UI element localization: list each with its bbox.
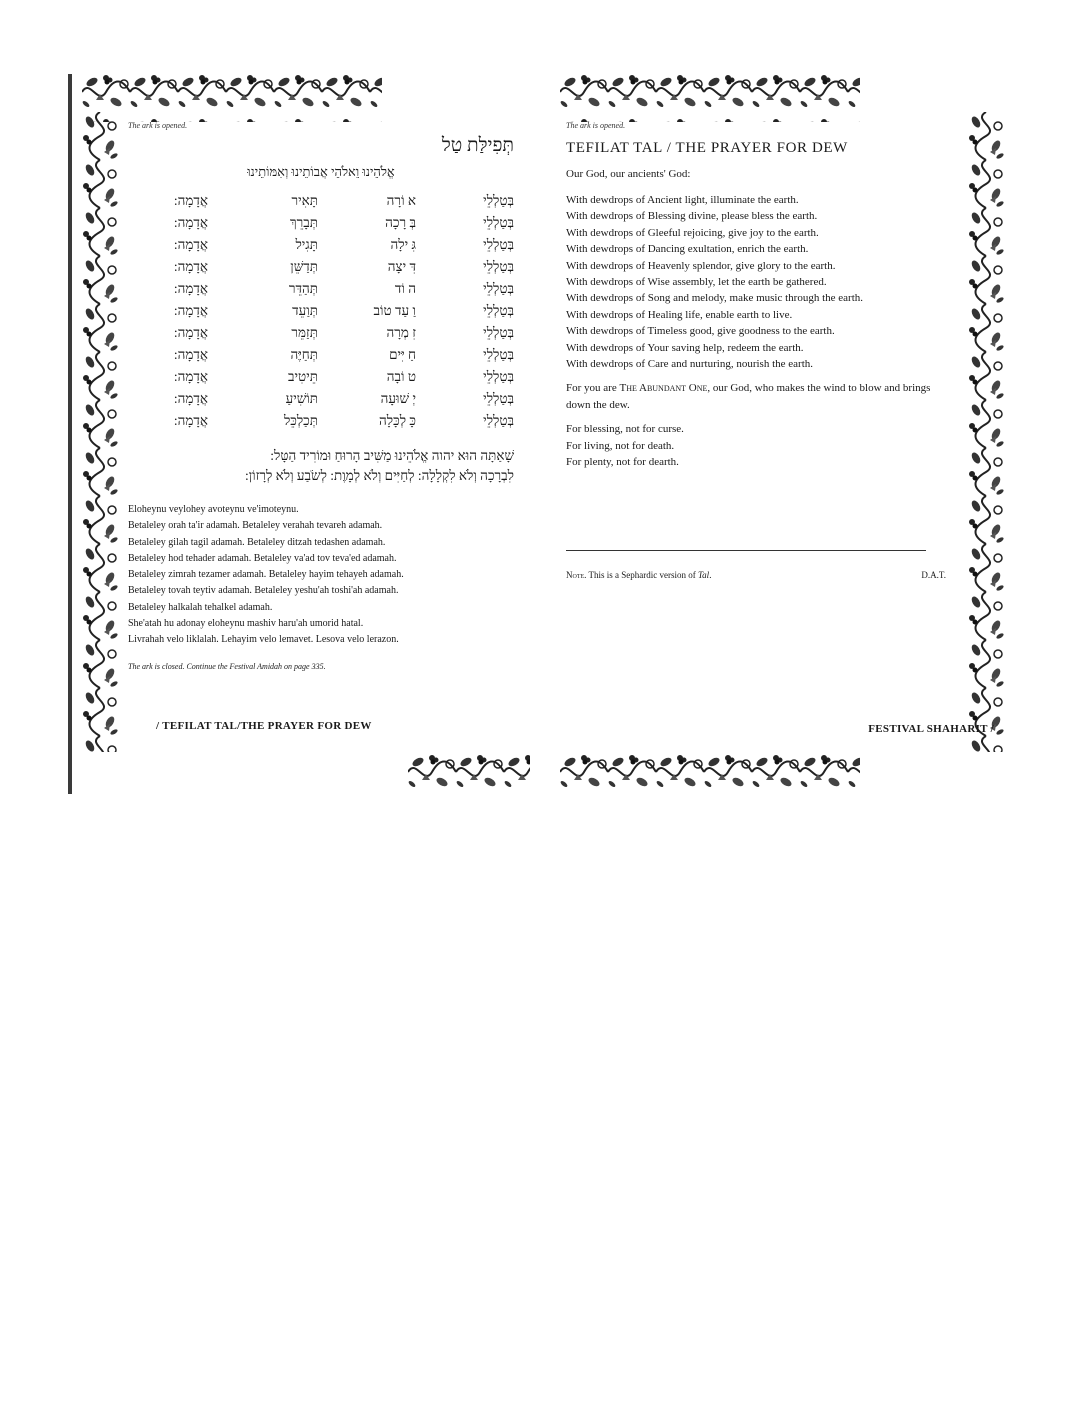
rubric-ark-opened: The ark is opened. xyxy=(566,121,626,130)
floral-border-left xyxy=(78,112,124,752)
note-label: Note. xyxy=(566,570,587,580)
transliteration-line: Betaleley orah ta'ir adamah. Betaleley verahah tevareh adamah. xyxy=(128,520,383,532)
floral-border-right xyxy=(964,112,1008,752)
hebrew-word: בְּטַלְלֵי xyxy=(483,237,514,252)
hebrew-word: בְּטַלְלֵי xyxy=(483,193,514,208)
hebrew-word: תְּוַעֵד xyxy=(292,303,318,318)
left-page xyxy=(68,62,530,798)
hebrew-word: אֲדָמָה: xyxy=(173,391,208,406)
hebrew-closing xyxy=(128,446,514,486)
divine-name: The Abundant One xyxy=(619,382,708,395)
transliteration-line: Betaleley halkalah tehalkel adamah. xyxy=(128,601,273,613)
floral-border-bottom xyxy=(560,750,860,794)
hebrew-word: אֲדָמָה: xyxy=(173,325,208,340)
dewdrop-line: With dewdrops of Blessing divine, please bless the earth. xyxy=(566,210,818,223)
hebrew-word: בְּטַלְלֵי xyxy=(483,325,514,340)
transliteration-line: Betaleley tovah teytiv adamah. Betaleley yeshu'ah toshi'ah adamah. xyxy=(128,585,399,597)
hebrew-word: זִ מְרָה xyxy=(386,325,416,340)
dewdrop-line: With dewdrops of Gleeful rejoicing, give joy to the earth. xyxy=(566,226,819,239)
hebrew-word: אֲדָמָה: xyxy=(173,369,208,384)
transliteration-line: Betaleley zimrah tezamer adamah. Betaleley hayim tehayeh adamah. xyxy=(128,569,404,581)
hebrew-word: כָּ לְכָּלָה xyxy=(379,413,416,428)
hebrew-verse-row xyxy=(128,300,514,322)
right-page xyxy=(546,62,1012,798)
footnote xyxy=(566,570,946,580)
rubric-ark-closed: The ark is closed. Continue the Festival Amidah on page 335. xyxy=(128,661,326,671)
hebrew-word: תָּגִיל xyxy=(295,237,318,252)
hebrew-word: תָּאִיר xyxy=(291,193,318,208)
hebrew-word: בְּטַלְלֵי xyxy=(483,369,514,384)
hebrew-word: גִּ ילָה xyxy=(390,237,416,252)
transliteration-line: Livrahah velo liklalah. Lehayim velo lemavet. Lesova velo lerazon. xyxy=(128,634,399,646)
hebrew-verse-row xyxy=(128,366,514,388)
rubric-ark-opened: The ark is opened. xyxy=(128,121,188,130)
hebrew-word: וַ עַד טוֹב xyxy=(373,303,416,318)
hebrew-verse-row xyxy=(128,256,514,278)
note-end: . xyxy=(709,570,712,580)
hebrew-word: בְּטַלְלֵי xyxy=(483,413,514,428)
hebrew-verse-row xyxy=(128,234,514,256)
book-spine xyxy=(68,74,72,794)
hebrew-word: תְּהַדֵּר xyxy=(288,281,318,296)
hebrew-word: אֲדָמָה: xyxy=(173,347,208,362)
note-divider xyxy=(566,550,926,551)
dewdrop-line: With dewdrops of Heavenly splendor, give glory to the earth. xyxy=(566,259,836,272)
dewdrop-line: With dewdrops of Wise assembly, let the earth be gathered. xyxy=(566,276,827,289)
blessing-line: For plenty, not for dearth. xyxy=(566,456,679,469)
hebrew-word: יְ שׁוּעָה xyxy=(380,391,416,406)
note-italic: Tal xyxy=(698,570,710,580)
dewdrop-line: With dewdrops of Song and melody, make music through the earth. xyxy=(566,292,864,305)
hebrew-invocation: אֱלֹהֵינוּ וֵאלֹהֵי אֲבוֹתֵינוּ וְאִמּוֹתֵינוּ xyxy=(247,164,395,179)
floral-border-top xyxy=(560,70,860,122)
hebrew-word: בְּטַלְלֵי xyxy=(483,303,514,318)
hebrew-word: אֲדָמָה: xyxy=(173,193,208,208)
hebrew-word: בְּטַלְלֵי xyxy=(483,259,514,274)
floral-border-top xyxy=(82,70,382,122)
hebrew-word: תֵּיטִיב xyxy=(288,369,318,384)
note-initials: D.A.T. xyxy=(921,570,946,580)
transliteration-line: Eloheynu veylohey avoteynu ve'imoteynu. xyxy=(128,504,299,515)
hebrew-word: אֲדָמָה: xyxy=(173,215,208,230)
hebrew-word: אֲדָמָה: xyxy=(173,413,208,428)
page-title: TEFILAT TAL / THE PRAYER FOR DEW xyxy=(566,140,848,156)
blessing-line: For blessing, not for curse. xyxy=(566,423,684,436)
dewdrop-line: With dewdrops of Timeless good, give goodness to the earth. xyxy=(566,325,835,338)
hebrew-title: תְּפִילַּת טַל xyxy=(441,135,514,156)
transliteration-line: She'atah hu adonay eloheynu mashiv haru'ah umorid hatal. xyxy=(128,618,364,630)
hebrew-verse-row xyxy=(128,212,514,234)
hebrew-word: תּוֹשִׁיעַ xyxy=(285,391,318,406)
running-footer-right: FESTIVAL SHAHARIT / xyxy=(868,723,994,735)
hebrew-word: בְּטַלְלֵי xyxy=(483,347,514,362)
hebrew-verse-row xyxy=(128,278,514,300)
book-spread xyxy=(68,62,1012,798)
hebrew-verse-row xyxy=(128,388,514,410)
hebrew-word: אֲדָמָה: xyxy=(173,303,208,318)
hebrew-word: בְּטַלְלֵי xyxy=(483,215,514,230)
hebrew-verse-row xyxy=(128,410,514,432)
hebrew-word: ט וֹבָה xyxy=(386,369,416,384)
invocation-line: Our God, our ancients' God: xyxy=(566,168,691,180)
hebrew-verse-row xyxy=(128,322,514,344)
hebrew-word: תְּזַמֵּר xyxy=(291,325,318,340)
dewdrop-line: With dewdrops of Care and nurturing, nourish the earth. xyxy=(566,358,813,371)
dewdrop-line: With dewdrops of Dancing exultation, enrich the earth. xyxy=(566,243,809,256)
hebrew-verse-row xyxy=(128,344,514,366)
right-page-content xyxy=(566,118,946,471)
hebrew-closing-line: שָׁאַתָּה הוּא יהוה אֱלֹהֵינוּ מַשִּׁיב הָרוּחַ וּמוֹרִיד הַטָּל: xyxy=(270,448,514,463)
hebrew-word: תְּחַיֶּה xyxy=(290,347,318,362)
footnote-text xyxy=(566,570,711,580)
hebrew-word: בְּטַלְלֵי xyxy=(483,391,514,406)
dewdrop-line: With dewdrops of Your saving help, redeem the earth. xyxy=(566,341,804,354)
transliteration-line: Betaleley hod tehader adamah. Betaleley va'ad tov teva'ed adamah. xyxy=(128,552,397,564)
hebrew-closing-line: לִבְרָכָה וְלֹא לִקְלָלָה: לְחַיִּים וְלֹא לְמָוֶת: לְשֹׂבַע וְלֹא לְרָזוֹן: xyxy=(244,468,514,483)
hebrew-word: ה וֹד xyxy=(394,281,416,296)
hebrew-word: תְּכַלְכֵּל xyxy=(283,413,318,428)
hebrew-word: תְּבָרֵךְ xyxy=(289,215,318,230)
closing-paragraph xyxy=(566,380,946,413)
hebrew-word: חַ יִּים xyxy=(389,347,416,362)
transliteration-line: Betaleley gilah tagil adamah. Betaleley ditzah tedashen adamah. xyxy=(128,536,386,548)
hebrew-word: בְּ רָכָה xyxy=(385,215,416,230)
left-page-content xyxy=(128,118,514,675)
hebrew-word: א וֹרָה xyxy=(386,193,416,208)
transliteration-block xyxy=(128,502,514,649)
hebrew-word: דִּ יצָה xyxy=(387,259,416,274)
hebrew-word: אֲדָמָה: xyxy=(173,281,208,296)
closing-text: For you are xyxy=(566,382,620,395)
note-body: This is a Sephardic version of xyxy=(586,570,698,580)
hebrew-word: אֲדָמָה: xyxy=(173,259,208,274)
blessing-line: For living, not for death. xyxy=(566,439,675,452)
blessings-list xyxy=(566,421,946,470)
running-footer-left: / TEFILAT TAL/THE PRAYER FOR DEW xyxy=(156,720,372,732)
closing-text: , our God, who makes the wind to blow and brings down the dew. xyxy=(566,382,931,411)
dewdrop-line: With dewdrops of Ancient light, illuminate the earth. xyxy=(566,194,799,206)
hebrew-verse-row xyxy=(128,190,514,212)
hebrew-word: תְּדַשֵּׁן xyxy=(290,259,318,274)
hebrew-verse-grid xyxy=(128,190,514,432)
floral-border-bottom xyxy=(408,750,530,794)
hebrew-word: אֲדָמָה: xyxy=(173,237,208,252)
dewdrop-line: With dewdrops of Healing life, enable earth to live. xyxy=(566,308,793,321)
dewdrop-lines xyxy=(566,192,946,372)
hebrew-word: בְּטַלְלֵי xyxy=(483,281,514,296)
